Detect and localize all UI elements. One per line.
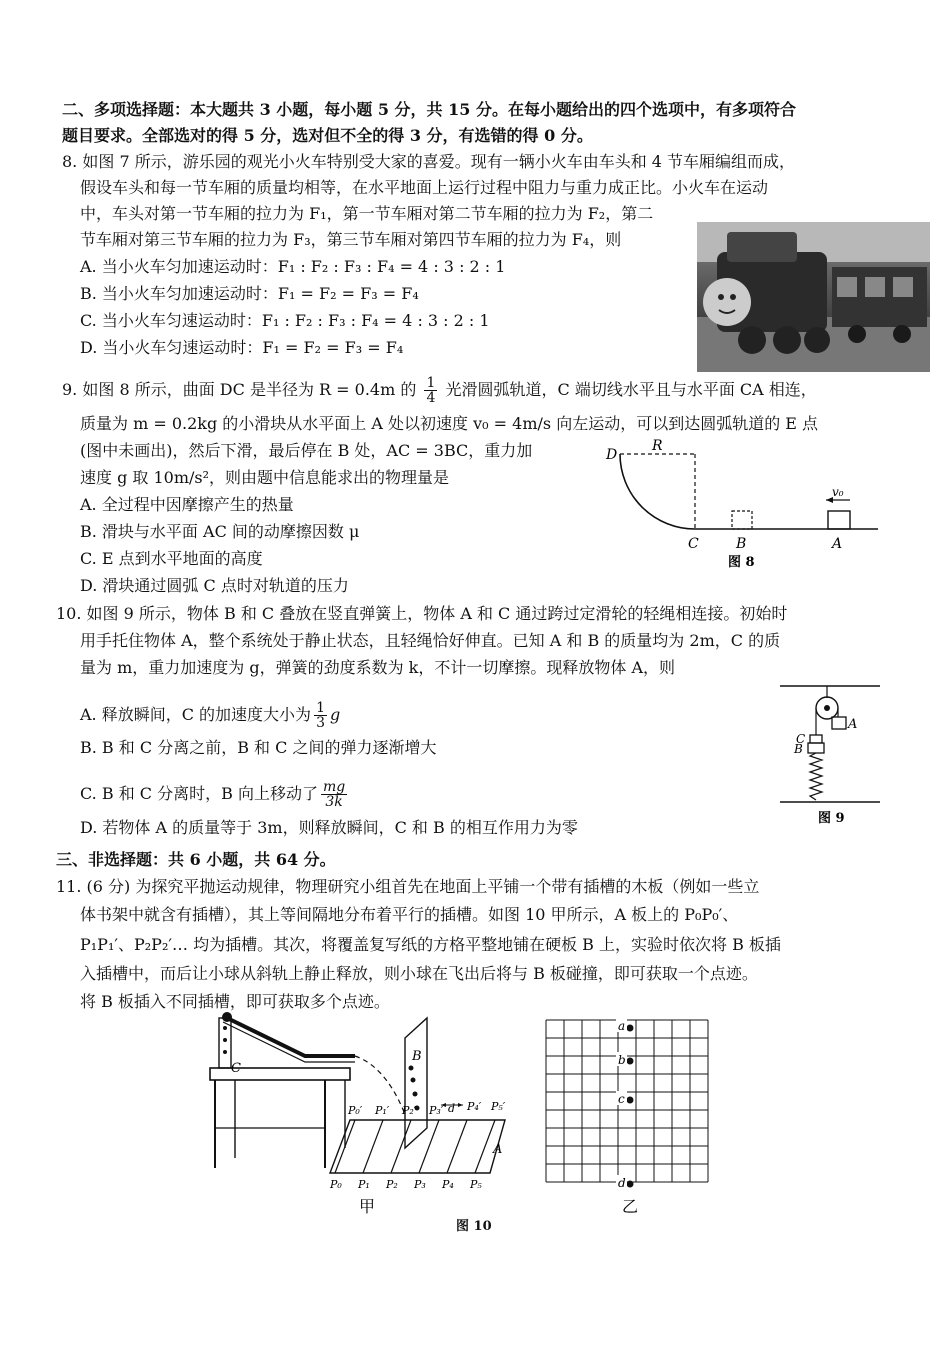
fig10-label-jia: 甲 [359, 1197, 376, 1216]
q9-line1-b: 光滑圆弧轨道，C 端切线水平且与水平面 CA 相连， [445, 380, 817, 399]
q9-line1 [62, 376, 817, 405]
q9-line3: (图中未画出)，然后下滑，最后停在 B 处，AC = 3BC，重力加 [80, 441, 533, 460]
q9-fraction: $\frac{1}{4}$ [426, 375, 436, 406]
q10-a-fraction: $\frac{1}{3}$ [316, 700, 325, 731]
fig10-top-4: P₄′ [467, 1100, 482, 1113]
section3-title: 三、非选择题：共 6 小题，共 64 分。 [56, 850, 336, 869]
fig9-caption: 图 9 [818, 811, 845, 826]
fig9-label-b: B [794, 742, 803, 756]
fig10-bottom-3: P₃ [414, 1178, 426, 1191]
fig10-label-c: C [231, 1061, 241, 1076]
figure-8 [600, 436, 890, 576]
q11-line2: 体书架中就含有插槽），其上等间隔地分布着平行的插槽。如图 10 甲所示，A 板上的 P₀P₀′、 [80, 905, 739, 924]
section2-line1: 二、多项选择题：本大题共 3 小题，每小题 5 分，共 15 分。在每小题给出的四个选项中，有多项符合 [62, 100, 796, 119]
fig10-bottom-5: P₅ [470, 1178, 482, 1191]
point-a [627, 1025, 634, 1032]
q9-option-a: A. 全过程中因摩擦产生的热量 [80, 495, 294, 514]
q11-line4: 入插槽中，而后让小球从斜轨上静止释放，则小球在飞出后将与 B 板碰撞，即可获取一个点迹。 [80, 964, 758, 983]
fig10-label-yi: 乙 [622, 1197, 639, 1216]
q9-line2: 质量为 m = 0.2kg 的小滑块从水平面上 A 处以初速度 v₀ = 4m/s 向左运动，可以到达圆弧轨道的 E 点 [80, 414, 819, 433]
q8-option-c: C. 当小火车匀速运动时：F₁ : F₂ : F₃ : F₄ = 4 : 3 : 2 : 1 [80, 311, 490, 330]
fig10-label-b: B [412, 1049, 422, 1064]
fig10-bottom-0: P₀ [330, 1178, 342, 1191]
fig8-label-a: A [832, 536, 843, 552]
train-photo [697, 222, 930, 372]
q9-option-c: C. E 点到水平地面的高度 [80, 549, 263, 568]
q11-line3: P₁P₁′、P₂P₂′… 均为插槽。其次，将覆盖复写纸的方格平整地铺在硬板 B 上，实验时依次将 B 板插 [80, 935, 781, 954]
q9-option-d: D. 滑块通过圆弧 C 点时对轨道的压力 [80, 576, 349, 595]
point-d [627, 1181, 634, 1188]
fig8-label-d: D [606, 447, 618, 463]
q10-line2: 用手托住物体 A，整个系统处于静止状态，且轻绳恰好伸直。已知 A 和 B 的质量均为 2m，C 的质 [80, 631, 781, 650]
fig10-caption: 图 10 [456, 1219, 492, 1234]
q8-option-d: D. 当小火车匀速运动时：F₁ = F₂ = F₃ = F₄ [80, 338, 404, 357]
fig9-label-c: C [796, 732, 806, 746]
fig10-bottom-1: P₁ [358, 1178, 370, 1191]
fig10-label-a: A [493, 1142, 503, 1157]
q8-line2: 假设车头和每一节车厢的质量均相等，在水平地面上运行过程中阻力与重力成正比。小火车在运动 [80, 178, 769, 197]
q10-line1: 10. 如图 9 所示，物体 B 和 C 叠放在竖直弹簧上，物体 A 和 C 通过跨过定滑轮的轻绳相连接。初始时 [56, 604, 788, 623]
q8-line3: 中，车头对第一节车厢的拉力为 F₁，第一节车厢对第二节车厢的拉力为 F₂，第二 [80, 204, 654, 223]
label-d: d [618, 1176, 626, 1190]
point-b [627, 1058, 634, 1065]
q9-line4: 速度 g 取 10m/s²，则由题中信息能求出的物理量是 [80, 468, 450, 487]
fig10-bottom-4: P₄ [442, 1178, 454, 1191]
fig8-label-c: C [688, 536, 699, 552]
q8-option-a: A. 当小火车匀加速运动时：F₁ : F₂ : F₃ : F₄ = 4 : 3 : 2 : 1 [80, 257, 506, 276]
q10-option-b: B. B 和 C 分离之前，B 和 C 之间的弹力逐渐增大 [80, 738, 437, 757]
fig8-caption: 图 8 [728, 555, 755, 570]
fig9-label-a: A [848, 717, 858, 732]
q10-c-fraction: $\frac{mg}{3k}$ [322, 779, 346, 810]
fig10-top-0: P₀′ [348, 1104, 363, 1117]
q11-line5: 将 B 板插入不同插槽，即可获取多个点迹。 [80, 992, 390, 1011]
q8-line4: 节车厢对第三节车厢的拉力为 F₃，第三节车厢对第四节车厢的拉力为 F₄，则 [80, 230, 622, 249]
fig10-label-d: d [448, 1102, 456, 1115]
q10-option-c: C. B 和 C 分离时，B 向上移动了 $\frac{mg}{3k}$ [80, 779, 346, 810]
fig10-top-2: P₂′ [402, 1104, 417, 1117]
fig10-top-3: P₃′ [429, 1104, 444, 1117]
label-b: b [618, 1053, 626, 1067]
fig8-label-r: R [652, 438, 663, 454]
label-a: a [618, 1019, 626, 1033]
q8-line1: 8. 如图 7 所示，游乐园的观光小火车特别受大家的喜爱。现有一辆小火车由车头和 4 节车厢编组而成， [62, 152, 796, 171]
fig8-label-b: B [736, 536, 747, 552]
figure-10-jia [205, 1008, 515, 1218]
q8-option-b: B. 当小火车匀加速运动时：F₁ = F₂ = F₃ = F₄ [80, 284, 419, 303]
q9-option-b: B. 滑块与水平面 AC 间的动摩擦因数 μ [80, 522, 360, 541]
figure-10-yi [538, 1016, 728, 1216]
q10-option-a: A. 释放瞬间，C 的加速度大小为 $\frac{1}{3}$ g [80, 700, 341, 731]
q11-line1: 11. (6 分) 为探究平抛运动规律，物理研究小组首先在地面上平铺一个带有插槽的木板（例如一些立 [56, 877, 760, 896]
q10-line3: 量为 m，重力加速度为 g，弹簧的劲度系数为 k，不计一切摩擦。现释放物体 A，则 [80, 658, 676, 677]
point-c [627, 1097, 634, 1104]
fig10-bottom-2: P₂ [386, 1178, 398, 1191]
q10-option-d: D. 若物体 A 的质量等于 3m，则释放瞬间，C 和 B 的相互作用力为零 [80, 818, 578, 837]
figure-9 [780, 680, 890, 830]
fig10-top-1: P₁′ [375, 1104, 390, 1117]
fig10-top-5: P₅′ [491, 1100, 506, 1113]
label-c: c [618, 1092, 625, 1106]
q9-line1-a: 9. 如图 8 所示，曲面 DC 是半径为 R = 0.4m 的 [62, 380, 417, 399]
section2-line2: 题目要求。全部选对的得 5 分，选对但不全的得 3 分，有选错的得 0 分。 [62, 126, 593, 145]
fig8-label-v0: v₀ [832, 485, 844, 499]
